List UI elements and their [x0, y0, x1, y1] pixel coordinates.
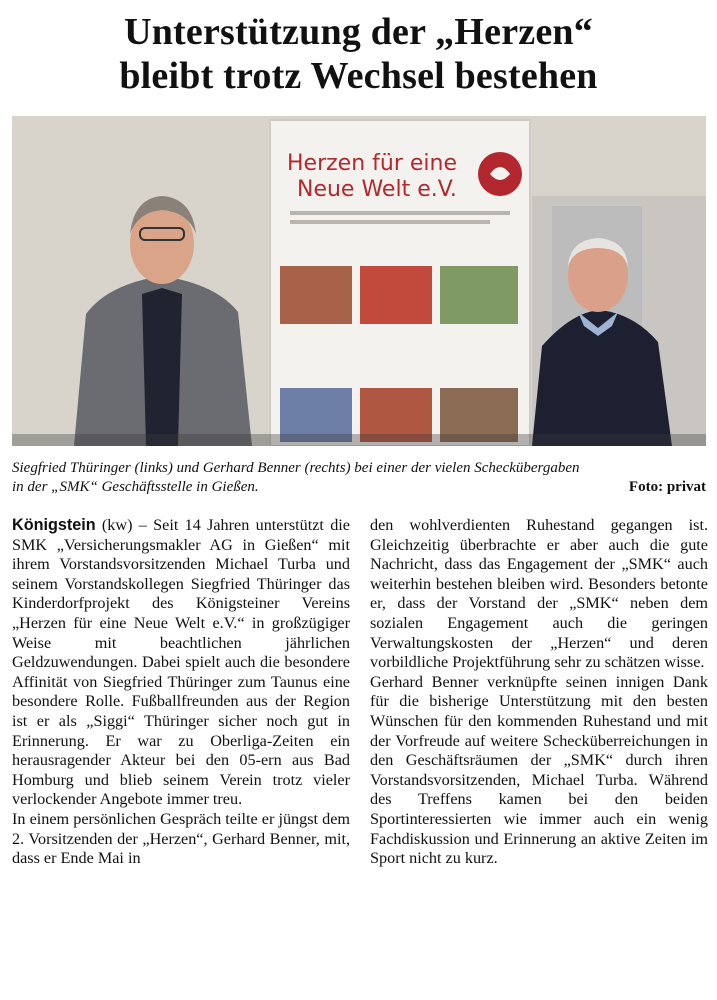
article-paragraph: In einem persönlichen Gespräch teilte er jüngst dem 2. Vorsitzenden der „Herzen“, Gerhard Benner, mit, dass er Ende Mai in — [12, 809, 350, 868]
article-paragraph — [12, 516, 350, 810]
banner-text-line — [290, 220, 490, 224]
banner-tile — [280, 388, 352, 442]
banner-tile — [440, 266, 518, 324]
banner-tile — [280, 266, 352, 324]
dateline: Königstein — [12, 516, 96, 534]
banner-text-line — [290, 211, 510, 215]
headline-line-1: Unterstützung der „Herzen“ — [124, 11, 593, 53]
article-paragraph: den wohlverdienten Ruhestand gegangen ist. Gleichzeitig überbrachte er aber auch die gute Nachricht, dass das Engagement der „SMK“ auch weiterhin bestehen bleiben wird. Besonders betonte er, dass der Vorstand der „SMK“ neben dem sozialen Engagement auch die geringen Verwaltungskosten der „Herzen“ und deren vorbildliche Projektführung sehr zu schätzen wisse. — [370, 516, 708, 672]
floor-edge — [12, 434, 706, 446]
photo-caption — [12, 459, 706, 497]
photo-credit: Foto: privat — [628, 479, 706, 495]
banner-tile — [360, 388, 432, 442]
person-left-sweater — [142, 288, 182, 446]
headline — [0, 10, 717, 98]
banner-tile — [360, 266, 432, 324]
paragraph-text: (kw) – Seit 14 Jahren unterstützt die SMK „Versicherungsmakler AG in Gießen“ mit ihrem Vorstandsvorsitzenden Michael Turba und seinem Vorstandskollegen Siegfried Thüringer das Kinderdorfprojekt des Königsteiner Vereins „Herzen für eine Neue Welt e.V.“ in großzügiger Weise mit beachtlichen jährlichen Geldzuwendungen. Dabei spielt auch die besondere Affinität von Siegfried Thüringer zum Taunus eine besondere Rolle. Fußballfreunden aus der Region ist er als „Siggi“ Thüringer sicher noch gut in Erinnerung. Er war zu Oberliga-Zeiten ein herausragender Akteur bei den 05-ern aus Bad Homburg und blieb seinem Verein trotz vieler verlockender Angebote immer treu. — [12, 516, 350, 809]
article-paragraph: Gerhard Benner verknüpfte seinen innigen Dank für die bisherige Unterstützung mit den besten Wünschen für den kommenden Ruhestand und mit der Vorfreude auf weitere Schecküberreichungen in den Geschäftsräumen der „SMK“ durch ihren Vorstandsvorsitzenden, Michael Turba. Während des Treffens kamen bei den beiden Sportinteressierten wie immer auch ein wenig Fachdiskussion und Erinnerung an aktive Zeiten im Sport nicht zu kurz. — [370, 672, 708, 868]
banner-title-line-1: Herzen für eine — [287, 151, 457, 176]
banner-tile — [440, 388, 518, 442]
caption-line-2: in der „SMK“ Geschäftsstelle in Gießen. — [12, 479, 259, 495]
photo-illustration — [12, 116, 706, 446]
article-photo — [12, 116, 706, 446]
banner-title-line-2: Neue Welt e.V. — [297, 177, 457, 202]
article-column-right — [370, 516, 708, 869]
article-column-left — [12, 516, 350, 869]
headline-line-2: bleibt trotz Wechsel bestehen — [119, 55, 598, 97]
caption-line-1: Siegfried Thüringer (links) und Gerhard Benner (rechts) bei einer der vielen Scheckübergaben — [12, 460, 580, 476]
